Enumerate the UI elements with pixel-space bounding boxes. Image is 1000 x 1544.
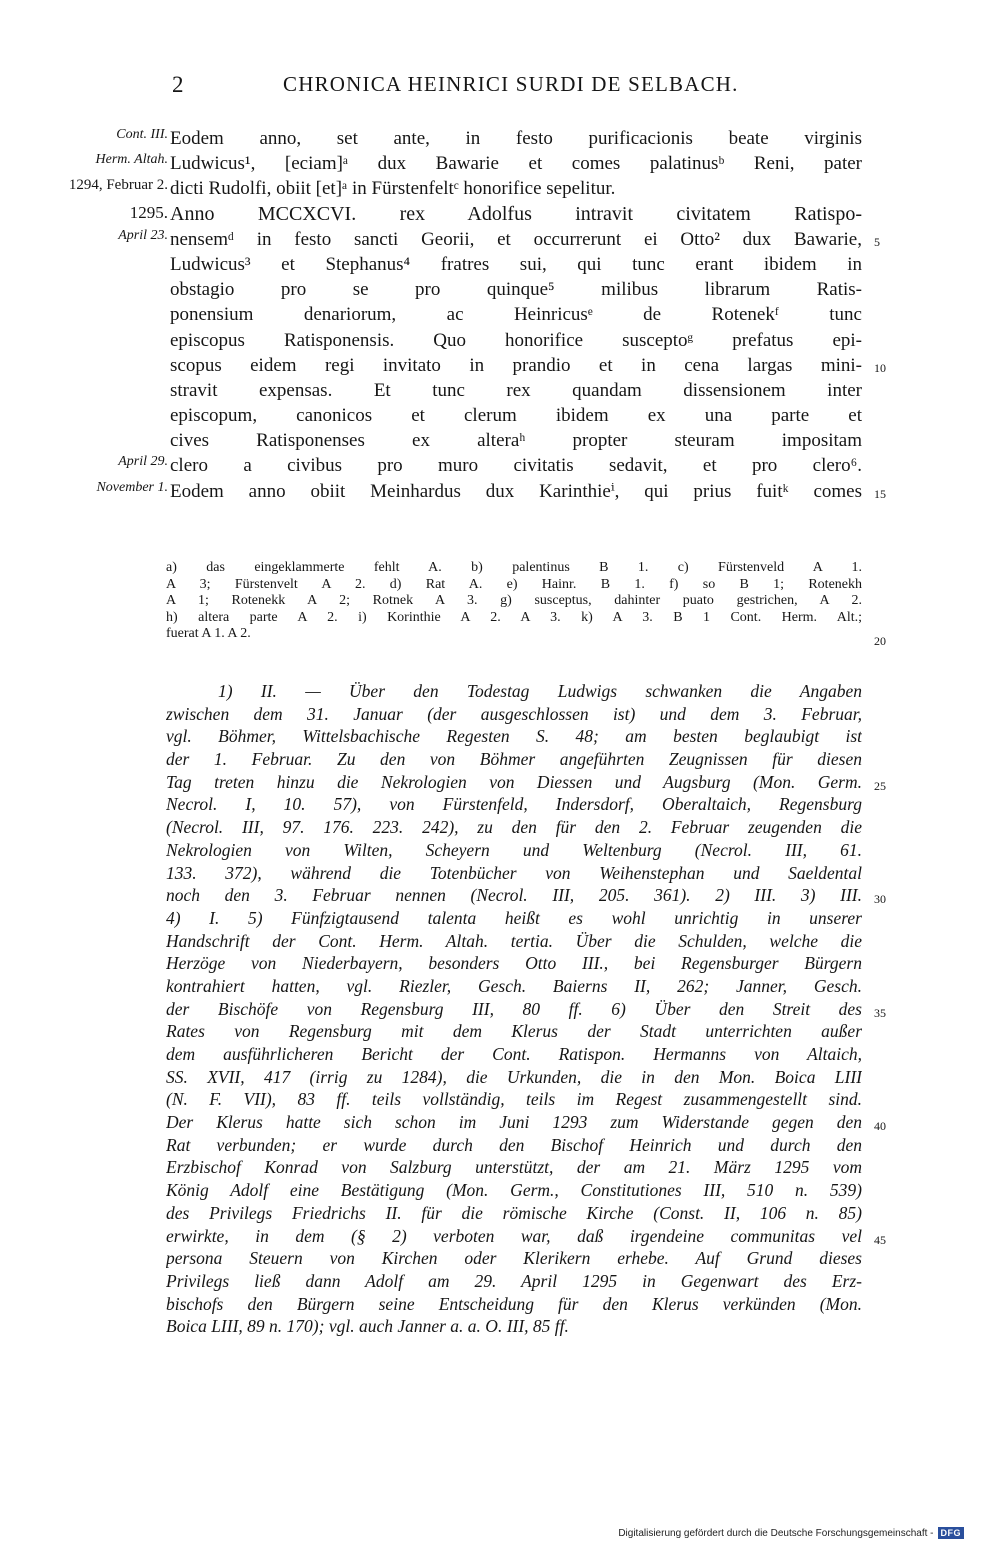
line-number: 15: [874, 486, 886, 501]
footnote-line: der 1. Februar. Zu den von Böhmer angeführten Zeugnissen für diesen: [166, 749, 862, 770]
footnote-row: [0, 884, 1000, 907]
credit-text: Digitalisierung gefördert durch die Deutsche Forschungsgemeinschaft -: [618, 1527, 934, 1539]
footnote-row: [0, 1202, 1000, 1225]
text-line: Ludwicus³ et Stephanus⁴ fratres sui, qui tunc erant ibidem in: [170, 253, 862, 275]
variant-readings-apparatus: [0, 560, 1000, 648]
footnote-line: (N. F. VII), 83 ff. teils vollständig, teils im Regest zusammengestellt sind.: [166, 1089, 862, 1110]
footnote-row: [0, 1020, 1000, 1043]
text-row: [0, 151, 1000, 176]
footnote-line: vgl. Böhmer, Wittelsbachische Regesten S. 48; am besten beglaubigt ist: [166, 726, 862, 747]
line-number: 20: [874, 634, 886, 648]
footnote-row: [0, 1156, 1000, 1179]
footnote-line: 133. 372), während die Totenbücher von Weihenstephan und Saeldental: [166, 862, 862, 883]
dfg-logo: DFG: [938, 1527, 965, 1539]
margin-note: November 1.: [96, 479, 168, 495]
footnote-row: [0, 1066, 1000, 1089]
variant-line: h) altera parte A 2. i) Korinthie A 2. A 3. k) A 3. B 1 Cont. Herm. Alt.;: [166, 609, 862, 625]
footnote-row: [0, 930, 1000, 953]
line-number: 30: [874, 892, 886, 907]
footnote-row: [0, 1088, 1000, 1111]
text-row: [0, 202, 1000, 227]
text-row: [0, 403, 1000, 428]
digitization-credit: [618, 1527, 964, 1539]
text-row: [0, 302, 1000, 327]
footnote-row: [0, 725, 1000, 748]
footnote-line: Privilegs ließ dann Adolf am 29. April 1295 in Gegenwart des Erz-: [166, 1270, 862, 1291]
page-number: 2: [172, 72, 184, 97]
text-row: [0, 227, 1000, 252]
line-number: 25: [874, 778, 886, 793]
footnote-row: [0, 975, 1000, 998]
footnote-row: [0, 907, 1000, 930]
text-row: [0, 479, 1000, 504]
text-line: Eodem anno, set ante, in festo purificacionis beate virginis: [170, 128, 862, 149]
line-number: 35: [874, 1005, 886, 1020]
footnote-line: Handschrift der Cont. Herm. Altah. tertia. Über die Schulden, welche die: [166, 930, 862, 951]
footnote-line: des Privilegs Friedrichs II. für die römische Kirche (Const. II, 106 n. 85): [166, 1202, 862, 1223]
line-number: 10: [874, 360, 886, 375]
variant-line: A 1; Rotenekk A 2; Rotnek A 3. g) susceptus, dahinter puato gestrichen, A 2.: [166, 593, 862, 608]
variant-row: [0, 577, 1000, 594]
text-row: [0, 453, 1000, 478]
footnote-line: (Necrol. III, 97. 176. 223. 242), zu den für den 2. Februar zeugenden die: [166, 817, 862, 838]
footnote-line: zwischen dem 31. Januar (der ausgeschlossen ist) und dem 3. Februar,: [166, 703, 862, 724]
variant-row: [0, 593, 1000, 610]
text-row: [0, 176, 1000, 201]
footnote-row: [0, 748, 1000, 771]
footnote-line: Erzbischof Konrad von Salzburg unterstützt, der am 21. März 1295 vom: [166, 1157, 862, 1178]
footnotes: [0, 680, 1000, 1338]
text-row: [0, 277, 1000, 302]
footnote-row: [0, 1225, 1000, 1248]
text-row: [0, 428, 1000, 453]
text-line: episcopum, canonicos et clerum ibidem ex una parte et: [170, 405, 862, 427]
page-header: [0, 72, 1000, 102]
variant-row: [0, 626, 1000, 648]
text-line: dicti Rudolfi, obiit [et]ᵃ in Fürstenfeltᶜ honorifice sepelitur.: [170, 178, 616, 200]
margin-note: Herm. Altah.: [95, 152, 168, 168]
variant-line: fuerat A 1. A 2.: [166, 626, 251, 641]
footnote-line: Der Klerus hatte sich schon im Juni 1293 zum Widerstande gegen den: [166, 1112, 862, 1133]
margin-note: April 23.: [118, 227, 168, 243]
footnote-row: [0, 1270, 1000, 1293]
text-line: clero a civibus pro muro civitatis sedavit, et pro clero⁶.: [170, 455, 862, 477]
footnote-row: [0, 1247, 1000, 1270]
footnote-row: [0, 703, 1000, 726]
footnote-line: Tag treten hinzu die Nekrologien von Diessen und Augsburg (Mon. Germ.: [166, 771, 862, 792]
footnote-line: Necrol. I, 10. 57), von Fürstenfeld, Indersdorf, Oberaltaich, Regensburg: [166, 794, 862, 815]
footnote-line: dem ausführlicheren Bericht der Cont. Ratispon. Hermanns von Altaich,: [166, 1044, 862, 1064]
footnote-row: [0, 1293, 1000, 1316]
text-line: scopus eidem regi invitato in prandio et in cena largas mini-: [170, 354, 862, 376]
text-row: [0, 126, 1000, 151]
footnote-row: [0, 793, 1000, 816]
footnote-row: [0, 1134, 1000, 1157]
footnote-line: Boica LIII, 89 n. 170); vgl. auch Janner a. a. O. III, 85 ff.: [166, 1316, 569, 1337]
footnote-row: [0, 862, 1000, 885]
variant-line: a) das eingeklammerte fehlt A. b) palentinus B 1. c) Fürstenveld A 1.: [166, 560, 862, 575]
text-line: episcopus Ratisponensis. Quo honorifice susceptoᵍ prefatus epi-: [170, 329, 862, 351]
footnote-line: bischofs den Bürgern seine Entscheidung für den Klerus verkünden (Mon.: [166, 1293, 862, 1314]
footnote-line: 1) II. — Über den Todestag Ludwigs schwanken die Angaben: [218, 681, 862, 701]
text-row: [0, 328, 1000, 353]
footnote-line: Herzöge von Niederbayern, besonders Otto III., bei Regensburger Bürgern: [166, 953, 862, 974]
line-number: 40: [874, 1119, 886, 1134]
footnote-line: Nekrologien von Wilten, Scheyern und Weltenburg (Necrol. III, 61.: [166, 839, 862, 860]
text-line: stravit expensas. Et tunc rex quandam dissensionem inter: [170, 379, 862, 401]
margin-note: Cont. III.: [116, 127, 168, 142]
text-line: cives Ratisponenses ex alteraʰ propter steuram impositam: [170, 430, 862, 452]
margin-note: 1294, Februar 2.: [68, 177, 168, 194]
footnote-line: erwirkte, in dem (§ 2) verboten war, daß irgendeine communitas vel: [166, 1225, 862, 1246]
footnote-line: SS. XVII, 417 (irrig zu 1284), die Urkunden, die in den Mon. Boica LIII: [166, 1066, 862, 1087]
footnote-row: [0, 680, 1000, 703]
footnote-line: Rates von Regensburg mit dem Klerus der Stadt unterrichten außer: [166, 1021, 862, 1042]
footnote-row: [0, 1315, 1000, 1338]
footnote-line: der Bischöfe von Regensburg III, 80 ff. 6) Über den Streit des: [166, 998, 862, 1019]
text-line: nensemᵈ in festo sancti Georii, et occurrerunt ei Otto² dux Bawarie,: [170, 228, 862, 250]
margin-note: 1295.: [129, 202, 168, 222]
variant-line: A 3; Fürstenvelt A 2. d) Rat A. e) Hainr. B 1. f) so B 1; Rotenekh: [166, 576, 862, 592]
variant-row: [0, 610, 1000, 627]
footnote-line: persona Steuern von Kirchen oder Klerikern erhebe. Auf Grund dieses: [166, 1248, 862, 1269]
footnote-line: König Adolf eine Bestätigung (Mon. Germ., Constitutiones III, 510 n. 539): [166, 1180, 862, 1201]
footnote-row: [0, 816, 1000, 839]
running-title: CHRONICA HEINRICI SURDI DE SELBACH.: [283, 72, 739, 96]
main-text: [0, 126, 1000, 504]
footnote-row: [0, 839, 1000, 862]
text-line: obstagio pro se pro quinque⁵ milibus librarum Ratis-: [170, 279, 862, 301]
footnote-row: [0, 1111, 1000, 1134]
footnote-line: 4) I. 5) Fünfzigtausend talenta heißt es wohl unrichtig in unserer: [166, 907, 862, 928]
text-row: [0, 252, 1000, 277]
footnote-row: [0, 1043, 1000, 1066]
text-line: ponensium denariorum, ac Heinricusᵉ de Rotenekᶠ tunc: [170, 304, 862, 326]
text-line: Eodem anno obiit Meinhardus dux Karinthieⁱ, qui prius fuitᵏ comes: [170, 480, 862, 502]
footnote-line: kontrahiert hatten, vgl. Riezler, Gesch. Baierns II, 262; Janner, Gesch.: [166, 975, 862, 996]
line-number: 5: [874, 234, 880, 249]
line-number: 45: [874, 1232, 886, 1247]
footnote-line: noch den 3. Februar nennen (Necrol. III, 205. 361). 2) III. 3) III.: [166, 885, 862, 906]
footnote-row: [0, 998, 1000, 1021]
footnote-row: [0, 771, 1000, 794]
footnote-row: [0, 1179, 1000, 1202]
text-line: Anno MCCXCVI. rex Adolfus intravit civitatem Ratispo-: [170, 202, 862, 225]
variant-row: [0, 560, 1000, 577]
text-line: Ludwicus¹, [eciam]ᵃ dux Bawarie et comes palatinusᵇ Reni, pater: [170, 153, 862, 175]
margin-note: April 29.: [118, 454, 168, 470]
footnote-row: [0, 952, 1000, 975]
text-row: [0, 378, 1000, 403]
footnote-line: Rat verbunden; er wurde durch den Bischof Heinrich und durch den: [166, 1134, 862, 1155]
text-row: [0, 353, 1000, 378]
